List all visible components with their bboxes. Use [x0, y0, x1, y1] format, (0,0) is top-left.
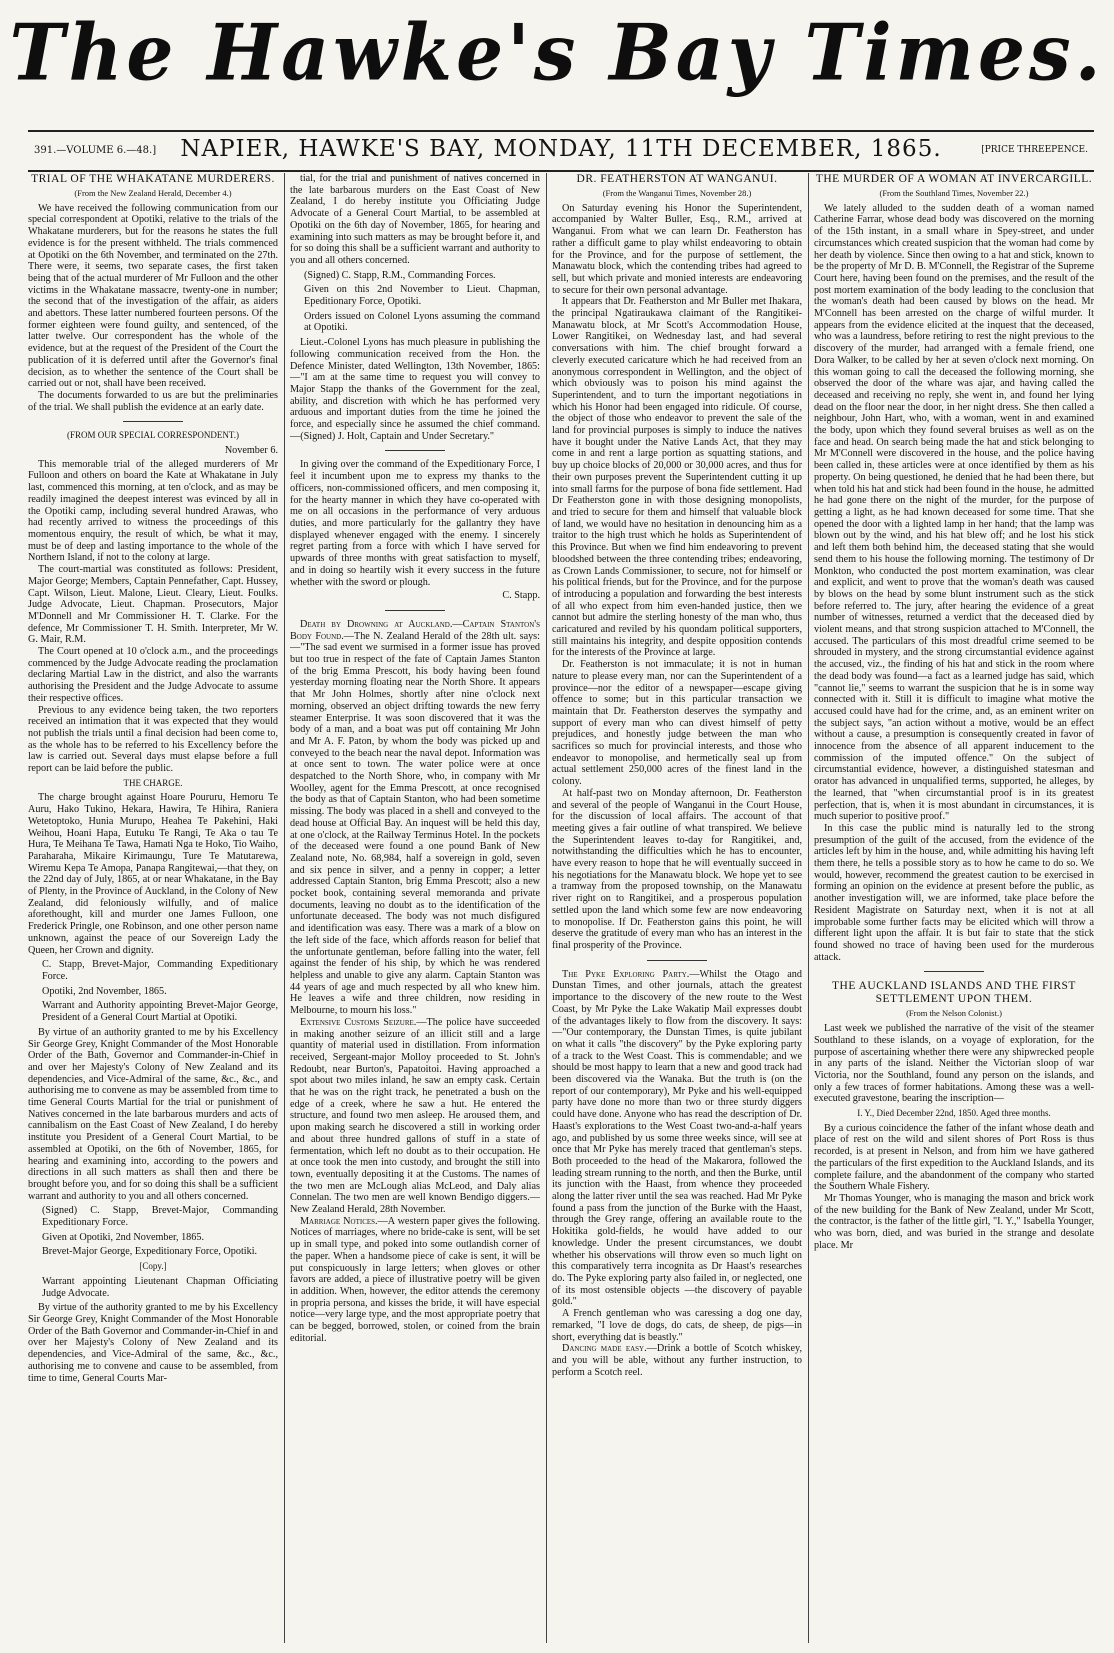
- article-title-whakatane: TRIAL OF THE WHAKATANE MURDERERS.: [31, 173, 275, 185]
- article-source: (From the Southland Times, November 22.): [879, 188, 1029, 198]
- dateline-opotiki: Opotiki, 2nd November, 1865.: [42, 985, 167, 997]
- column-2: [290, 173, 540, 1643]
- column-4: [814, 173, 1094, 1643]
- paragraph: It appears that Dr. Featherston and Mr Buller met Ihakara, the principal Ngatiraukawa claimant of the Rangitikei-Manawatu block, at Mr Scott's Accommodation House, Lower Rangitikei, on Wednesday last, and had several conversations with him. The chief brought forward a cleverly executed caricature which he had received from an anonymous correspondent in Wellington, and the object of which obviously was to poison his mind against the Superintendent, and to turn the important negotiations in which his Honor had been engaged into ridicule. Of course, the object of those who endeavor to prevent the sale of the land for provincial purposes is simply to induce the natives have it bought under the Native Lands Act, that they may come in and rent a large portion as squatting stations, and buy up choice blocks of 20,000 or 30,000 acres, and thus for their own purposes prevent the Superintendent cutting it up into small farms for the purpose of bona fide settlement. Had Dr Featherston gone in with those designing monopolists, and tried to secure for them and himself that valuable block of land, we would have no hesitation in denouncing him as a traitor to the high trust which he holds as Superintendent of this Province. But when we find him endeavoring to prevent bloodshed between the three contending tribes; endeavoring, as Crown Lands Commissioner, to secure, not for himself or his political friends, but for the Province, and for the purpose of introducing a population and forwarding the best interests of all who expect from him even-handed justice, then we cannot but admire the sterling honesty of the man who, thus caricatured and reviled by his quondam political supporters, still maintains his integrity, and despite opposition contends for the interests of the Province at large.: [552, 296, 802, 659]
- paragraph: By a curious coincidence the father of the infant whose death and place of rest on the wild and silent shores of Port Ross is thus recorded, is at present in Nelson, and from him we have gathered the particulars of the first expedition to the Auckland Islands, and its complete failure, and the abandonment of the company who started the Southern Whale Fishery.: [814, 1122, 1094, 1193]
- column-rule: [284, 173, 285, 1643]
- run-in-heading: Death by Drowning at Auckland.—Captain Stanton's Body Found.—: [290, 618, 540, 642]
- paragraph: Marriage Notices.—A western paper gives the following. Notices of marriages, where no bride-cake is sent, will be set up in small type, and poked into some outlandish corner of the paper. When a handsome piece of cake is sent, it will be put conspicuously in large letters; when gloves or other favors are added, a piece of illustrative poetry will be given in addition. When, however, the editor attends the ceremony in propria persona, and kisses the bride, it will have especial notice—very large type, and the most appropriate poetry that can be begged, borrowed, stolen, or coined from the brain editorial.: [290, 1215, 540, 1344]
- article-source: (From the Nelson Colonist.): [906, 1008, 1002, 1019]
- paragraph: On Saturday evening his Honor the Superintendent, accompanied by Walter Buller, Esq., R.M., arrived at Wanganui. From what we can learn Dr. Featherston has rather a difficult game to play whilst endeavoring to obtain for the Province, and for the purpose of settlement, the Manawatu block, which the contending tribes had agreed to sell, but which private and monied interests are endeavoring to secure for their own personal advantage.: [552, 202, 802, 296]
- run-in-heading: Extensive Customs Seizure.—: [300, 1016, 427, 1028]
- paragraph: The court-martial was constituted as follows: President, Major George; Members, Captain Pennefather, Capt. Hussey, Capt. Wilson, Lieut. Malone, Lieut. Cleary, Lieut. Foulks. Judge Advocate, Lieut. Chapman. Prosecutors, Major M'Donnell and Mr Commissioner H. T. Clarke. For the defence, Mr Commissioner T. H. Smith. Interpreter, Mr W. G. Mair, R.M.: [28, 564, 278, 646]
- signature: C. Stapp, Brevet-Major, Commanding Expeditionary Force.: [42, 959, 278, 982]
- divider: [385, 610, 445, 611]
- paragraph: Mr Thomas Younger, who is managing the mason and brick work of the new building for the Bank of New Zealand, under Mr Scott, the contractor, is the father of the little girl, "I. Y.," Isabella Younger, who was born, died, and was buried in the strange and desolate place. Mr: [814, 1192, 1094, 1251]
- run-in-heading: Marriage Notices.—: [300, 1215, 388, 1227]
- divider: [647, 960, 707, 961]
- given-line: Given on this 2nd November to Lieut. Chapman, Epeditionary Force, Opotiki.: [304, 284, 540, 308]
- paragraph: Last week we published the narrative of the visit of the steamer Southland to these islands, on a voyage of exploration, for the purpose of ascertaining whether there were any shipwrecked people in any parts of the island. Neither the Victorian sloop of war Victoria, nor the Southland, found any person on the islands, and only a few traces of former habitations. Among these was a well-executed gravestone, bearing the inscription—: [814, 1023, 1094, 1105]
- divider: [123, 421, 183, 422]
- paragraph: In this case the public mind is naturally led to the strong presumption of the guilt of the accused, from the evidence of the articles left by him in the house, and, while admitting his having left them there, he tells a possible story as to how he came to do so. We would, however, recommend the greatest caution to be exercised in forming an opinion on the evidence at present before the public, as another investigation will, we are informed, take place before the Resident Magistrate on Saturday next, when it is not at all improbable some further facts may be elicited which will throw a different light upon the affair. It is but fair to state that the stick found showed no trace of having been used for the murderous attack.: [814, 822, 1094, 963]
- subheading-charge: THE CHARGE.: [123, 777, 183, 788]
- run-in-heading: Dancing made easy.—: [562, 1343, 657, 1355]
- article-title-invercargill: THE MURDER OF A WOMAN AT INVERCARGILL.: [815, 173, 1093, 185]
- column-rule: [546, 173, 547, 1643]
- divider: [385, 450, 445, 451]
- copy-label: [Copy.]: [139, 1261, 167, 1272]
- paragraph: The charge brought against Hoare Poururu, Hemoru Te Auru, Hako Tukino, Hekara, Hawira, Te Hihira, Raniera Wetetoptoko, Hunia Murupo, Heahea Te Pakehini, Haki Weihou, Hoani Hapa, Eutuku Te Rangi, Te Aka o tau Te Hura, Te Meihana Te Tawa, Hamati Nga te Hoko, Tio Waiho, Paraharaha, Mikaire Kirimaungu, Ture Te Matutarewa, Wiremu Kepa Te Amopa, Panapa Rangitewai,—that they, on the 22nd day of July, 1865, at or near Whakatane, in the Bay of Plenty, in the Province of Auckland, in the Colony of New Zealand, did feloniously wilfully, and of malice aforethought, kill and murder one James Fulloon, one Frederick Pringle, one Robinson, and one other person name unknown, against the peace of our Sovereign Lady the Queen, her Crown and dignity.: [28, 792, 278, 956]
- correspondent-date: November 6.: [224, 445, 278, 457]
- warrant-heading: Warrant and Authority appointing Brevet-Major George, President of a General Court Martial at Opotiki.: [42, 1000, 278, 1024]
- paragraph: This memorable trial of the alleged murderers of Mr Fulloon and others on board the Kate at Whakatane in July last, commenced this morning, at ten o'clock, and as may be readily imagined the deepest interest was evinced by all in the Opotiki camp, including several hundred Arawas, who had recently arrived to witness the proceedings of this momentous enquiry, the result of which, be what it may, must be of deep and lasting importance to the whole of the Northern Island, if not to the colony at large.: [28, 458, 278, 564]
- paragraph: The Court opened at 10 o'clock a.m., and the proceedings commenced by the Judge Advocate reading the proclamation declaring Martial Law in the district, and also the warrants authorising the President and the Judge Advocate to assume their respective offices.: [28, 646, 278, 704]
- masthead: [0, 0, 1114, 112]
- paragraph: The Pyke Exploring Party.—Whilst the Otago and Dunstan Times, and other journals, attach the greatest importance to the discovery of the new route to the West Coast, by Mr Pyke the Lake Wakatip Mail expresses doubt of the advantages likely to flow from the discovery. It says:—"Our contemporary, the Dunstan Times, is quite jubilant on what it calls "the discovery" by the Pyke exploring party of a track to the West Coast. This is commendable; and we should be most happy to learn that a new and good track had been discovered via the Wanaka. But the truth is (on the report of our contemporary), Mr Pyke and his well-equipped party have done no more than two or three sturdy diggers could have done. Anyone who has read the description of Dr. Haast's explorations to the West Coast two-and-a-half years ago, and published by us some three weeks since, will see at once that Mr Pyke has merely traced that gentleman's steps. Both proceeded to the head of the Makarora, followed the leading stream running to the north, and then the Burke, until its junction with the Haast, from whence they proceeded along the latter river until the sea was reached. Had Mr Pyke found a pass from the junction of the Burke with the Haast, through the Grey range, offering an available route to the Hokitika gold-fields, he would have added to our knowledge. Under the present circumstances, we doubt whether his observations will throw even so much light on this comparatively terra incognita as Dr Haast's researches do. The Pyke exploring party also failed in, or neglected, one of its most ostensible objects —the discovery of payable gold.": [552, 968, 802, 1308]
- orders-heading: Orders issued on Colonel Lyons assuming the command at Opotiki.: [304, 310, 540, 334]
- column-1: [28, 173, 278, 1643]
- issue-info-bar: [28, 130, 1094, 172]
- paragraph: Dr. Featherston is not immaculate; it is not in human nature to please every man, nor can the Superintendent of a province—nor the editor of a newspaper—escape giving offence to some; but in this particular transaction we maintain that Dr. Featherston deserves the sympathy and support of every man who can divest himself of petty prejudices, and honestly judge between the man who sacrifices so much for provincial interests, and those who endeavor to monopolise, and hermetically seal up from actual settlement 250,000 acres of the finest land in the colony.: [552, 659, 802, 788]
- given-line: Given at Opotiki, 2nd November, 1865.: [42, 1231, 204, 1243]
- paragraph: By virtue of an authority granted to me by his Excellency Sir George Grey, Knight Commander of the Most Honorable Order of the Bath, Governor and Commander-in-Chief in and over her Majesty's Colony of New Zealand and its dependencies, and Vice-Admiral of the same, &c., &c., and authorising me to convene as may be assembled from time to time General Courts Martial for the trial or punishment of Natives concerned in the late barbarous murders and acts of cannibalism on the East Coast of New Zealand, I do hereby institute you President of a General Court Martial, to be assembled at Opotiki, on the 6th of November, 1865, for hearing and examining into, according to the powers and directions in all such matters as shall then and there be brought before you, and for so doing this shall be a sufficient warrant and authority to you and all others concerned.: [28, 1026, 278, 1202]
- paragraph: We have received the following communication from our special correspondent at Opotiki, relative to the trials of the Whakatane murderers, but for the reasons he states the full evidence is for the present withheld. The trials commenced at Opotiki on the 6th November, and terminated on the 27th. There were, it seems, two separate cases, the first taken being that of the actual murderer of Mr Fulloon and the other victims in the Whakatane massacre, twenty-one in number; the second that of the investigation of the affair, as aiders and abettors. These latter numbered fourteen persons. Of the former eighteen were found guilty, and sentenced, of the latter twelve. Our correspondent has the whole of the evidence, but at the request of the President of the Court the publication of it is deferred until after the Governor's final decision, as to whether the sentence of the Court shall be carried out or not, shall have been received.: [28, 202, 278, 390]
- signature: (Signed) C. Stapp, R.M., Commanding Forces.: [304, 269, 496, 281]
- price: [PRICE THREEPENCE.: [981, 145, 1088, 155]
- newspaper-title: The Hawke's Bay Times.: [9, 8, 1105, 99]
- paragraph: In giving over the command of the Expeditionary Force, I feel it incumbent upon me to express my thanks to the officers, non-commissioned officers, and men composing it, for the hearty manner in which they have co-operated with me on all occasions in the performance of very arduous duties, and more particularly for the gallantry they have displayed whenever engaged with the enemy. I sincerely regret parting from a force with which I have served for upwards of three months with great satisfaction to myself, and in doing so heartily wish it every success in the future whether with the sword or plough.: [290, 459, 540, 588]
- paragraph: tial, for the trial and punishment of natives concerned in the late barbarous murders on the East Coast of New Zealand, I do hereby institute you Officiating Judge Advocate of a General Court Martial, to be assembled at Opotiki on the 6th day of November, 1865, for hearing and examining into such matters as may be brought before it, and for so doing this shall be a sufficient warrant and authority to you and all others concerned.: [290, 173, 540, 266]
- paragraph: By virtue of the authority granted to me by his Excellency Sir George Grey, Knight Commander of the Most Honorable Order of the Bath Governor and Commander-in-Chief in and over her Majesty's Colony of New Zealand and its dependencies, and Vice-Admiral of the same, &c., &c., authorising me to convene and cause to be assembled, from time to time, General Courts Mar-: [28, 1302, 278, 1384]
- addressee: Brevet-Major George, Expeditionary Force, Opotiki.: [42, 1246, 258, 1258]
- run-in-heading: The Pyke Exploring Party.—: [562, 968, 700, 980]
- signature: (Signed) C. Stapp, Brevet-Major, Commanding Expeditionary Force.: [42, 1205, 278, 1229]
- paragraph: Dancing made easy.—Drink a bottle of Scotch whiskey, and you will be able, without any further instruction, to perform a Scotch reel.: [552, 1343, 802, 1378]
- volume-number: 391.—VOLUME 6.—48.]: [34, 145, 157, 156]
- article-source: (From the New Zealand Herald, December 4.): [74, 188, 232, 198]
- signature: C. Stapp.: [502, 590, 540, 602]
- article-source: (From the Wanganui Times, November 28.): [602, 188, 752, 198]
- paragraph: A French gentleman who was caressing a dog one day, remarked, "I love de dogs, do cats, de sheep, de pigs—in short, everything dat is beastly.": [552, 1308, 802, 1343]
- article-title-featherston: DR. FEATHERSTON AT WANGANUI.: [576, 173, 778, 185]
- paragraph: Death by Drowning at Auckland.—Captain Stanton's Body Found.—The N. Zealand Herald of the 28th ult. says:—"The sad event we surmised in a former issue has proved but too true in respect of the fate of Captain James Stanton of the brig Emma Prescott, his body having been found yesterday morning floating near the North Shore. It appears that Mr John Holmes, shortly after nine o'clock next morning, observed an object drifting towards the new ferry steamer Enterprise. It was soon discovered that it was the body of a man, and a boat was put off containing Mr John and Mr A. F. Paton, by whom the body was picked up and conveyed to the beach near the naval depot. Information was at once sent to town. The water police were at once despatched to the North Shore, who, in company with Mr Woolley, agent for the Emma Prescott, at once recognised the body as that of Captain Stanton, who had been sometime missing. The body was placed in a shell and conveyed to the dead house at Official Bay. An inquest will be held this day, at one o'clock, at the Railway Terminus Hotel. In the pockets of the deceased were found a one pound Bank of New Zealand note, No. 68,984, half a sovereign in gold, seven and six pence in silver, and a penny in copper; a letter addressed Captain Stanton, brig Emma Prescott; also a new pocket book, containing several memoranda and private documents, leaving no doubt as to the identification of the unfortunate deceased. The body was not much disfigured and identification was easy. There was a mark of a blow on the left side of the face, which affords reason for belief that the unfortunate gentleman, before falling into the water, fell against the fender of his ship, by which he was rendered helpless and unable to give any alarm. Captain Stanton was 44 years of age and much respected by all who knew him. He leaves a wife and three children, now residing in Melbourne, to mourn his loss.": [290, 618, 540, 1017]
- paragraph: We lately alluded to the sudden death of a woman named Catherine Farrar, whose dead body was discovered on the morning of the 15th instant, in a small whare in Spey-street, and under circumstances which created suspicion that the woman had come by her death by violence. Since then owing to a hat and stick, known to be the property of Mr D. B. M'Connell, the Registrar of the Supreme Court here, having been found on the premises, and the result of the post mortem examination of the body leading to the conclusion that the woman's death had been caused by blows on the head. Mr M'Connell has been arrested on the charge of wilful murder. It appears from the evidence elicited at the inquest that the deceased, who was a laundress, before retiring to rest the night previous to the discovery of the murder, had arranged with a female friend, one Dora Walker, to be called by her at seven o'clock next morning. On this woman going to call the deceased the following morning, she observed the door of the whare was ajar, and having called the deceased and receiving no reply, she went in, and found her lying dead on the floor near the door, in her night dress. She then called a neighbour, John Hart, who, with a woman, went in and examined the body, upon which they found several bruises as well as on the face and head. On search being made the hat and stick belonging to Mr M'Connell were discovered in the house, and the police having been called in, these articles were at once identified by them as his property. On being questioned, he denied that he had been there, but when told his hat and stick had been found in the house, he admitted he had gone there on the night of the murder, for the purpose of getting a light, as he had known deceased for some time. That she opened the door with a lighted lamp in her hand; that the lamp was blown out by the wind, and his hat blew off; and he lost his stick and left them both behind him, the deceased stating that she would send them to his house the following morning. The testimony of Dr Monkton, who conducted the post mortem examination, was clear and explicit, and went to prove that the woman's death was caused by blows on the head by some blunt instrument such as the stick before referred to. The jury, after hearing the evidence of a great number of witnesses, returned a verdict that the deceased died by violent means, and that strong suspicion attached to M'Connell, the accused. The particulars of this most dreadful crime seemed to be shrouded in mystery, and the strong circumstantial evidence against the accused, viz., the finding of his hat and stick in the room where the dead body was found—a fact as a learned judge has said, which "cannot lie," seems to warrant the suspicion that he is in some way connected with it. Still it is difficult to imagine what motive the accused could have had for the crime, and, as an eminent writer on the subject says, "an action without a motive, would be an effect without a cause, a presumption is consequently created in favor of innocence from the absence of all apparent inducement to the commission of the imputed offence." On the subject of circumstantial evidence, however, a distinguished statesman and orator has advanced in unqualified terms, supported, he alleges, by the learned, that "when circumstantial proof is in its greatest perfection, that is, when it is most abundant in circumstances, it is much superior to positive proof.": [814, 202, 1094, 823]
- paragraph: Previous to any evidence being taken, the two reporters received an intimation that it was expected that they would not publish the trials until a final decision had been come to, as the whole has to be referred to his Excellency before the law is carried out. Several days must elapse before a full report can be laid before the public.: [28, 704, 278, 775]
- column-3: [552, 173, 802, 1643]
- gravestone-inscription: I. Y., Died December 22nd, 1850. Aged three months.: [857, 1108, 1051, 1119]
- divider: [924, 971, 984, 972]
- paragraph: Extensive Customs Seizure.—The police have succeeded in making another seizure of an illicit still and a large quantity of material used in distillation. From information received, Sergeant-major Molloy proceeded to St. John's Redoubt, near Burton's, Papatoitoi. Having approached a spot about two miles inland, he saw an empty cask. Certain that he was on the right track, he penetrated a bush on the edge of a creek, where he saw a hut. He entered the structure, and found two men asleep. He aroused them, and upon making search he discovered a still in working order and about three hundred gallons of stuff in a state of fermentation, which left no doubt as to their occupation. He at once took the men into custody, and brought the still into town, eventually depositing it at the Customs. The names of the two men are McLough alias McLeod, and Daly alias Connelan. The two men are well known Bendigo diggers.—New Zealand Herald, 28th November.: [290, 1016, 540, 1216]
- paragraph: Lieut.-Colonel Lyons has much pleasure in publishing the following communication received from the Hon. the Defence Minister, dated Wellington, 13th November, 1865:—"I am at the same time to request you will convey to Major Stapp the thanks of the Government for the zeal, ability, and discretion with which he has performed very arduous and important duties from the time he joined the force, and especially since he assumed the chief command.—(Signed) J. Holt, Captain and Under Secretary.": [290, 337, 540, 442]
- correspondent-heading: (FROM OUR SPECIAL CORRESPONDENT.): [66, 430, 240, 441]
- warrant-heading: Warrant appointing Lieutenant Chapman Officiating Judge Advocate.: [42, 1275, 278, 1299]
- column-rule: [808, 173, 809, 1643]
- paragraph: At half-past two on Monday afternoon, Dr. Featherston and several of the people of Wanganui in the Court House, for the discussion of local affairs. The account of that meeting gives a fair outline of what transpired. We believe the Superintendent leaves to-day for Rangitikei, and, notwithstanding the difficulties which he has to encounter, have every reason to hope that he will eventually succeed in his negotiations for the Manawatu block. We hope yet to see a tramway from the proposed township, on the Manawatu river right on to Rangitikei, and a prosperous population settled upon the land which some few are now endeavoring to monopolise. If Dr. Featherston gains this point, he will deserve the gratitude of every man who has an interest in the final prosperity of the Province.: [552, 787, 802, 951]
- dateline: NAPIER, HAWKE'S BAY, MONDAY, 11TH DECEMBER, 1865.: [180, 136, 942, 162]
- paragraph: The documents forwarded to us are but the preliminaries of the trial. We shall publish the evidence at an early date.: [28, 389, 278, 413]
- article-title-auckland-islands: THE AUCKLAND ISLANDS AND THE FIRST SETTLEMENT UPON THEM.: [832, 980, 1076, 1006]
